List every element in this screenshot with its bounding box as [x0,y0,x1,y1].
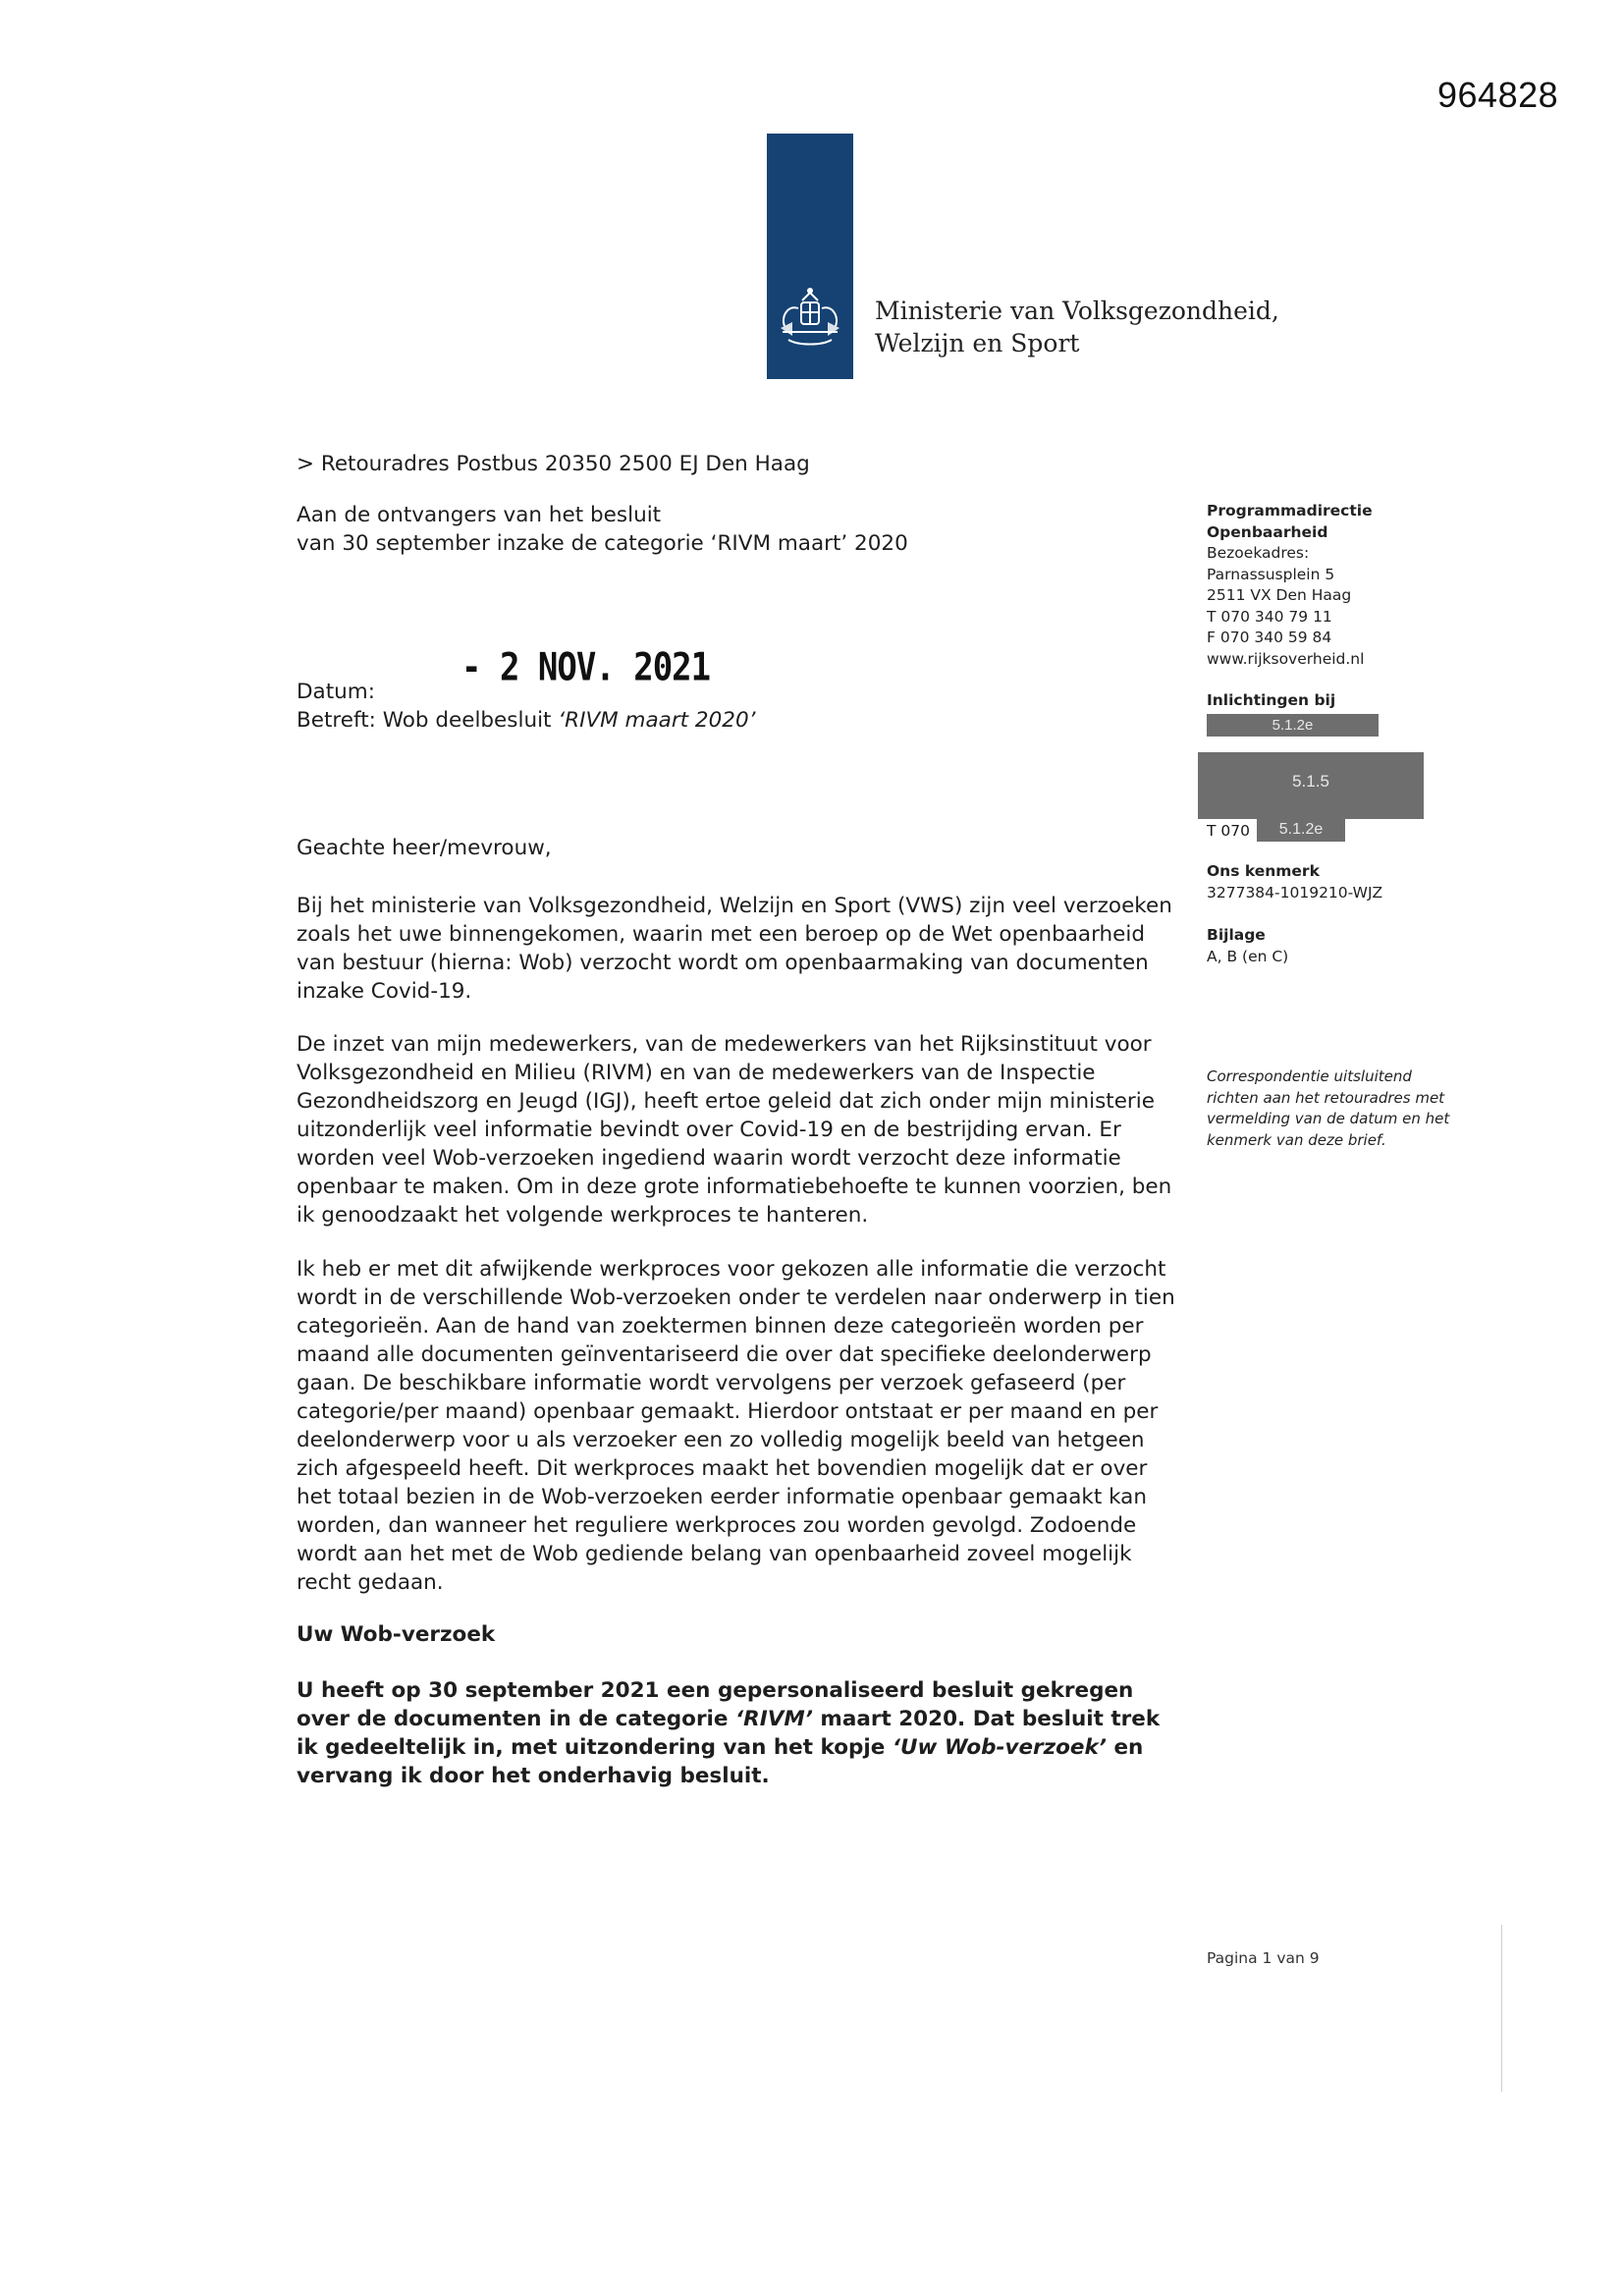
paragraph-1: Bij het ministerie van Volksgezondheid, Welzijn en Sport (VWS) zijn veel verzoeken zoals het uwe binnengekomen, waarin met een beroep op de Wet openbaarheid van bestuur (hierna: Wob) verzocht wordt om openbaarmaking van documenten inzake Covid-19. [297,894,1172,1004]
date-stamp: - 2 NOV. 2021 [461,645,711,690]
salutation: Geachte heer/mevrouw, [297,836,552,860]
scan-edge-line [1501,1925,1502,2092]
decision-paragraph [297,1676,1180,1790]
recipient-block [297,501,908,558]
fax-number: F 070 340 59 84 [1207,629,1332,646]
bijlage-value: A, B (en C) [1207,947,1289,965]
ministry-line-1: Ministerie van Volksgezondheid, [875,297,1279,325]
redaction-box: 5.1.2e [1257,817,1345,842]
visit-label: Bezoekadres: [1207,544,1310,562]
date-label: Datum: [297,680,375,704]
inlichtingen-label: Inlichtingen bij [1207,691,1336,709]
kenmerk-value: 3277384-1019210-WJZ [1207,883,1383,902]
ministry-line-2: Welzijn en Sport [875,329,1080,357]
decision-part-3: en vervang ik door het onderhavig besluit. [297,1735,1144,1788]
decision-part-2: maart 2020. Dat besluit trek ik gedeeltelijk in, met uitzondering van het kopje [297,1707,1161,1760]
postal-address: 2511 VX Den Haag [1207,586,1352,604]
recipient-line-2: van 30 september inzake de categorie ‘RIVM maart’ 2020 [297,531,908,556]
decision-part-1: U heeft op 30 september 2021 een gepersonaliseerd besluit gekregen over de documenten in de categorie [297,1678,1134,1731]
sidebar-contact [1207,501,1462,670]
recipient-line-1: Aan de ontvangers van het besluit [297,503,662,527]
kenmerk-block [1207,861,1462,903]
kenmerk-label: Ons kenmerk [1207,862,1320,880]
phone-number: T 070 340 79 11 [1207,607,1332,626]
correspondence-note: Correspondentie uitsluitend richten aan het retouradres met vermelding van de datum en het kenmerk van deze brief. [1207,1067,1450,1149]
redaction-box: 5.1.2e [1207,714,1379,737]
ministry-name [875,295,1279,359]
bijlage-label: Bijlage [1207,926,1266,944]
subject-prefix: Betreft: Wob deelbesluit [297,708,559,733]
return-address: > Retouradres Postbus 20350 2500 EJ Den Haag [297,452,810,476]
street-address: Parnassusplein 5 [1207,565,1335,583]
subject-line [297,706,755,735]
subject-title: ‘RIVM maart 2020’ [558,708,756,733]
website-link: www.rijksoverheid.nl [1207,649,1365,668]
page-number: Pagina 1 van 9 [1207,1949,1320,1967]
department-line-1: Programmadirectie [1207,502,1373,519]
paragraph-2: De inzet van mijn medewerkers, van de medewerkers van het Rijksinstituut voor Volksgezondheid en Milieu (RIVM) en van de medewerkers van de Inspectie Gezondheidszorg en Jeugd (IGJ), heeft ertoe geleid dat zich onder mijn ministerie uitzonderlijk veel informatie bevindt over Covid-19 en de bestrijding ervan. Er worden veel Wob-verzoeken ingediend waarin wordt verzocht deze informatie openbaar te maken. Om in deze grote informatiebehoefte te kunnen voorzien, ben ik genoodzaakt het volgende werkproces te hanteren. [297,1032,1172,1228]
royal-coat-of-arms-icon [771,283,849,354]
decision-rivm: ‘RIVM’ [735,1707,813,1731]
paragraph-3: Ik heb er met dit afwijkende werkproces voor gekozen alle informatie die verzocht wordt in de verschillende Wob-verzoeken onder te verdelen naar onderwerp in tien categorieën. Aan de hand van zoektermen binnen deze categorieën worden per maand alle documenten geïnventariseerd die over dat specifieke deelonderwerp gaan. De beschikbare informatie wordt vervolgens per verzoek gefaseerd (per categorie/per maand) openbaar gemaakt. Hierdoor ontstaat er per maand en per deelonderwerp voor u als verzoeker een zo volledig mogelijk beeld van hetgeen zich afgespeeld heeft. Dit werkproces maakt het bovendien mogelijk dat er over het totaal bezien in de Wob-verzoeken eerder informatie openbaar gemaakt kan worden, dan wanneer het reguliere werkproces zou worden gevolgd. Zodoende wordt aan het met de Wob gediende belang van openbaarheid zoveel mogelijk recht gedaan. [297,1257,1175,1595]
department-line-2: Openbaarheid [1207,522,1328,541]
bijlage-block [1207,925,1462,967]
decision-kopje: ‘Uw Wob-verzoek’ [892,1735,1107,1760]
redaction-box: 5.1.5 [1198,752,1424,819]
document-number: 964828 [1437,75,1559,115]
contact-phone-prefix: T 070 [1207,822,1250,840]
section-heading: Uw Wob-verzoek [297,1622,496,1647]
